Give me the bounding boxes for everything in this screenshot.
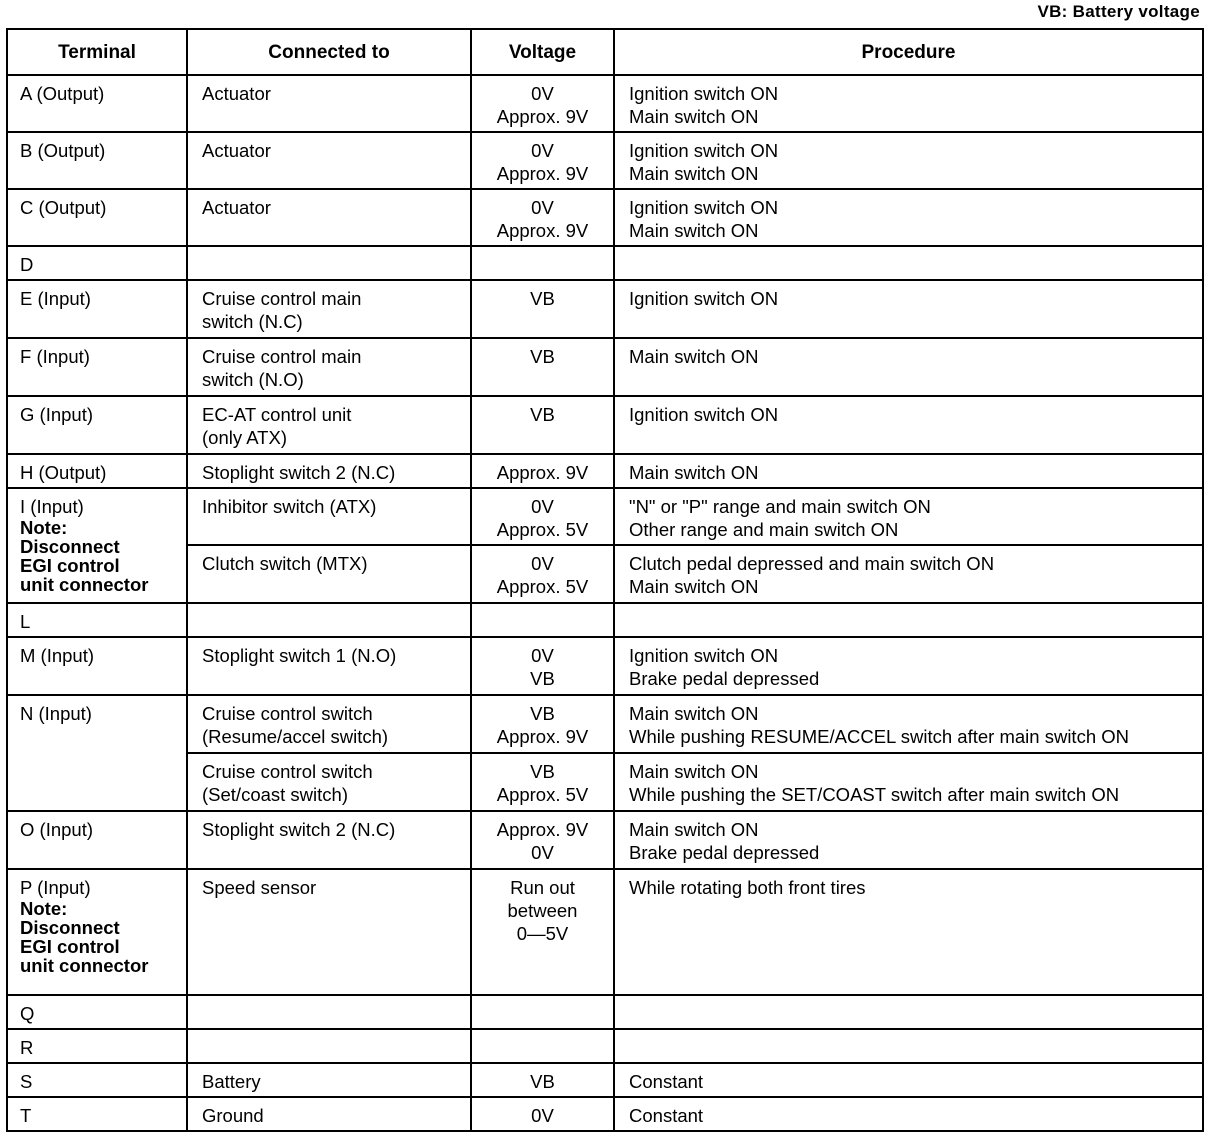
procedure-cell [614, 811, 1203, 869]
procedure-cell [614, 189, 1203, 246]
connected-cell [187, 132, 471, 189]
connected-cell-line: Speed sensor [202, 877, 317, 898]
procedure-cell [614, 246, 1203, 280]
connected-cell-line: Actuator [202, 197, 271, 218]
voltage-cell-line: VB [530, 703, 555, 724]
table-row [7, 995, 1203, 1029]
table-row [7, 1063, 1203, 1097]
terminal-label: G (Input) [20, 404, 93, 425]
procedure-cell-line: While pushing RESUME/ACCEL switch after main switch ON [629, 726, 1129, 747]
terminal-label: E (Input) [20, 288, 91, 309]
procedure-cell-line: Ignition switch ON [629, 197, 779, 218]
voltage-cell [471, 189, 614, 246]
procedure-cell-line: Main switch ON [629, 346, 759, 367]
connected-cell [187, 396, 471, 454]
terminal-note-line: Note: [20, 517, 68, 538]
terminal-cell [7, 637, 187, 695]
table-row [7, 454, 1203, 488]
terminal-label: T [20, 1105, 32, 1126]
terminal-label: O (Input) [20, 819, 93, 840]
procedure-cell [614, 132, 1203, 189]
table-row [7, 132, 1203, 189]
voltage-cell-line: Run out [510, 877, 575, 898]
procedure-cell-line: Other range and main switch ON [629, 519, 899, 540]
terminal-cell [7, 603, 187, 637]
connected-cell-line: Battery [202, 1071, 261, 1092]
battery-voltage-legend: VB: Battery voltage [1037, 2, 1200, 21]
voltage-cell-line: Approx. 9V [496, 163, 589, 184]
connected-cell-line: switch (N.C) [202, 311, 303, 332]
procedure-cell [614, 603, 1203, 637]
connected-cell [187, 695, 471, 753]
procedure-cell-line: Main switch ON [629, 163, 759, 184]
voltage-cell-line: Approx. 5V [496, 576, 589, 597]
voltage-cell [471, 132, 614, 189]
procedure-cell-line: Main switch ON [629, 819, 759, 840]
procedure-cell-line: Ignition switch ON [629, 83, 779, 104]
procedure-cell-line: Main switch ON [629, 462, 759, 483]
procedure-cell-line: Constant [629, 1105, 704, 1126]
terminal-note-line: EGI control [20, 936, 120, 957]
procedure-cell [614, 1097, 1203, 1131]
voltage-cell-line: Approx. 9V [496, 220, 589, 241]
procedure-cell-line: Main switch ON [629, 220, 759, 241]
voltage-cell-line: 0—5V [516, 923, 569, 944]
terminal-cell [7, 488, 187, 603]
procedure-cell [614, 454, 1203, 488]
table-row [7, 545, 1203, 603]
connected-cell-line: Ground [202, 1105, 264, 1126]
voltage-cell [471, 753, 614, 811]
procedure-cell [614, 280, 1203, 338]
procedure-cell-line: "N" or "P" range and main switch ON [629, 496, 931, 517]
terminal-cell [7, 338, 187, 396]
table-row [7, 189, 1203, 246]
connected-cell-line: Cruise control main [202, 288, 362, 309]
table-row [7, 75, 1203, 132]
connected-cell [187, 280, 471, 338]
voltage-cell [471, 1029, 614, 1063]
table-row [7, 637, 1203, 695]
connected-cell [187, 603, 471, 637]
table-row [7, 869, 1203, 995]
procedure-cell [614, 1063, 1203, 1097]
terminal-cell [7, 396, 187, 454]
terminal-label: B (Output) [20, 140, 106, 161]
voltage-cell-line: 0V [531, 140, 554, 161]
connected-cell [187, 246, 471, 280]
procedure-cell-line: Main switch ON [629, 106, 759, 127]
voltage-cell [471, 637, 614, 695]
terminal-cell [7, 1029, 187, 1063]
voltage-cell-line: Approx. 9V [496, 106, 589, 127]
connected-cell-line: Cruise control switch [202, 761, 373, 782]
voltage-cell-line: 0V [531, 83, 554, 104]
procedure-cell [614, 338, 1203, 396]
connected-cell [187, 454, 471, 488]
connected-cell-line: Stoplight switch 2 (N.C) [202, 819, 396, 840]
terminal-cell [7, 246, 187, 280]
connected-cell-line: Inhibitor switch (ATX) [202, 496, 377, 517]
terminal-label: L [20, 611, 31, 632]
connected-cell-line: Stoplight switch 2 (N.C) [202, 462, 396, 483]
voltage-cell-line: Approx. 5V [496, 519, 589, 540]
procedure-cell [614, 753, 1203, 811]
procedure-cell-line: Ignition switch ON [629, 288, 779, 309]
procedure-cell-line: Ignition switch ON [629, 140, 779, 161]
terminal-note-line: unit connector [20, 955, 149, 976]
procedure-cell [614, 995, 1203, 1029]
terminal-cell [7, 995, 187, 1029]
procedure-cell-line: Constant [629, 1071, 704, 1092]
header-connected-to: Connected to [187, 29, 471, 75]
voltage-cell-line: 0V [531, 553, 554, 574]
table-row [7, 396, 1203, 454]
voltage-cell [471, 995, 614, 1029]
voltage-cell-line: 0V [531, 842, 554, 863]
connected-cell [187, 1029, 471, 1063]
connected-cell [187, 637, 471, 695]
table-row [7, 811, 1203, 869]
voltage-cell-line: Approx. 9V [496, 462, 589, 483]
terminal-label: P (Input) [20, 877, 91, 898]
terminal-label: R [20, 1037, 34, 1058]
terminal-note-line: Disconnect [20, 536, 120, 557]
header-voltage: Voltage [471, 29, 614, 75]
connected-cell-line: Stoplight switch 1 (N.O) [202, 645, 397, 666]
terminal-note-line: Note: [20, 898, 68, 919]
voltage-cell-line: Approx. 9V [496, 726, 589, 747]
procedure-cell [614, 488, 1203, 545]
terminal-cell [7, 280, 187, 338]
procedure-cell [614, 695, 1203, 753]
procedure-cell-line: While pushing the SET/COAST switch after main switch ON [629, 784, 1120, 805]
connected-cell-line: Cruise control switch [202, 703, 373, 724]
terminal-note-line: Disconnect [20, 917, 120, 938]
table-row [7, 246, 1203, 280]
procedure-cell-line: Brake pedal depressed [629, 842, 820, 863]
voltage-cell-line: VB [530, 668, 555, 689]
voltage-cell-line: 0V [531, 645, 554, 666]
terminal-table [6, 28, 1204, 1132]
terminal-label: N (Input) [20, 703, 92, 724]
voltage-cell [471, 1063, 614, 1097]
procedure-cell [614, 637, 1203, 695]
voltage-cell-line: 0V [531, 1105, 554, 1126]
table-row [7, 338, 1203, 396]
procedure-cell-line: Main switch ON [629, 576, 759, 597]
table-row [7, 488, 1203, 545]
terminal-cell [7, 75, 187, 132]
terminal-label: H (Output) [20, 462, 107, 483]
terminal-cell [7, 132, 187, 189]
voltage-cell-line: VB [530, 288, 555, 309]
connected-cell [187, 1097, 471, 1131]
terminal-cell [7, 189, 187, 246]
terminal-cell [7, 869, 187, 995]
table-row [7, 1097, 1203, 1131]
voltage-cell-line: Approx. 9V [496, 819, 589, 840]
procedure-cell-line: While rotating both front tires [629, 877, 866, 898]
table-row [7, 280, 1203, 338]
connected-cell [187, 189, 471, 246]
terminal-note-line: EGI control [20, 555, 120, 576]
connected-cell-line: switch (N.O) [202, 369, 304, 390]
connected-cell [187, 995, 471, 1029]
connected-cell [187, 338, 471, 396]
voltage-cell-line: VB [530, 404, 555, 425]
connected-cell-line: Clutch switch (MTX) [202, 553, 368, 574]
voltage-cell [471, 545, 614, 603]
procedure-cell-line: Clutch pedal depressed and main switch ON [629, 553, 995, 574]
terminal-label: C (Output) [20, 197, 107, 218]
connected-cell-line: (Resume/accel switch) [202, 726, 389, 747]
voltage-cell [471, 695, 614, 753]
terminal-label: Q [20, 1003, 35, 1024]
procedure-cell-line: Ignition switch ON [629, 404, 779, 425]
voltage-cell-line: 0V [531, 496, 554, 517]
table-row [7, 695, 1203, 753]
voltage-cell-line: VB [530, 346, 555, 367]
procedure-cell [614, 396, 1203, 454]
voltage-cell [471, 1097, 614, 1131]
procedure-cell [614, 869, 1203, 995]
voltage-cell-line: VB [530, 1071, 555, 1092]
connected-cell-line: Actuator [202, 83, 271, 104]
procedure-cell-line: Brake pedal depressed [629, 668, 820, 689]
voltage-cell [471, 280, 614, 338]
connected-cell-line: Actuator [202, 140, 271, 161]
voltage-cell [471, 75, 614, 132]
procedure-cell [614, 75, 1203, 132]
connected-cell-line: (only ATX) [202, 427, 287, 448]
terminal-cell [7, 811, 187, 869]
voltage-cell [471, 488, 614, 545]
procedure-cell-line: Main switch ON [629, 761, 759, 782]
connected-cell [187, 1063, 471, 1097]
connected-cell [187, 753, 471, 811]
header-terminal: Terminal [7, 29, 187, 75]
procedure-cell-line: Ignition switch ON [629, 645, 779, 666]
terminal-label: A (Output) [20, 83, 105, 104]
voltage-cell-line: 0V [531, 197, 554, 218]
terminal-cell [7, 1097, 187, 1131]
table-row [7, 1029, 1203, 1063]
voltage-cell-line: between [507, 900, 578, 921]
voltage-cell [471, 246, 614, 280]
terminal-cell [7, 454, 187, 488]
terminal-label: M (Input) [20, 645, 95, 666]
connected-cell-line: (Set/coast switch) [202, 784, 348, 805]
connected-cell [187, 545, 471, 603]
connected-cell [187, 75, 471, 132]
voltage-cell [471, 454, 614, 488]
terminal-note-line: unit connector [20, 574, 149, 595]
table-row [7, 753, 1203, 811]
voltage-cell-line: VB [530, 761, 555, 782]
voltage-cell [471, 338, 614, 396]
connected-cell [187, 488, 471, 545]
table-row [7, 603, 1203, 637]
voltage-cell [471, 869, 614, 995]
header-row [7, 29, 1203, 75]
terminal-cell [7, 1063, 187, 1097]
header-procedure: Procedure [614, 29, 1203, 75]
voltage-cell [471, 811, 614, 869]
procedure-cell [614, 545, 1203, 603]
terminal-label: S [20, 1071, 33, 1092]
terminal-cell [7, 695, 187, 811]
terminal-label: I (Input) [20, 496, 84, 517]
connected-cell-line: Cruise control main [202, 346, 362, 367]
procedure-cell-line: Main switch ON [629, 703, 759, 724]
connected-cell-line: EC-AT control unit [202, 404, 352, 425]
terminal-label: F (Input) [20, 346, 90, 367]
voltage-cell [471, 603, 614, 637]
connected-cell [187, 869, 471, 995]
procedure-cell [614, 1029, 1203, 1063]
voltage-cell [471, 396, 614, 454]
connected-cell [187, 811, 471, 869]
terminal-label: D [20, 254, 34, 275]
voltage-cell-line: Approx. 5V [496, 784, 589, 805]
